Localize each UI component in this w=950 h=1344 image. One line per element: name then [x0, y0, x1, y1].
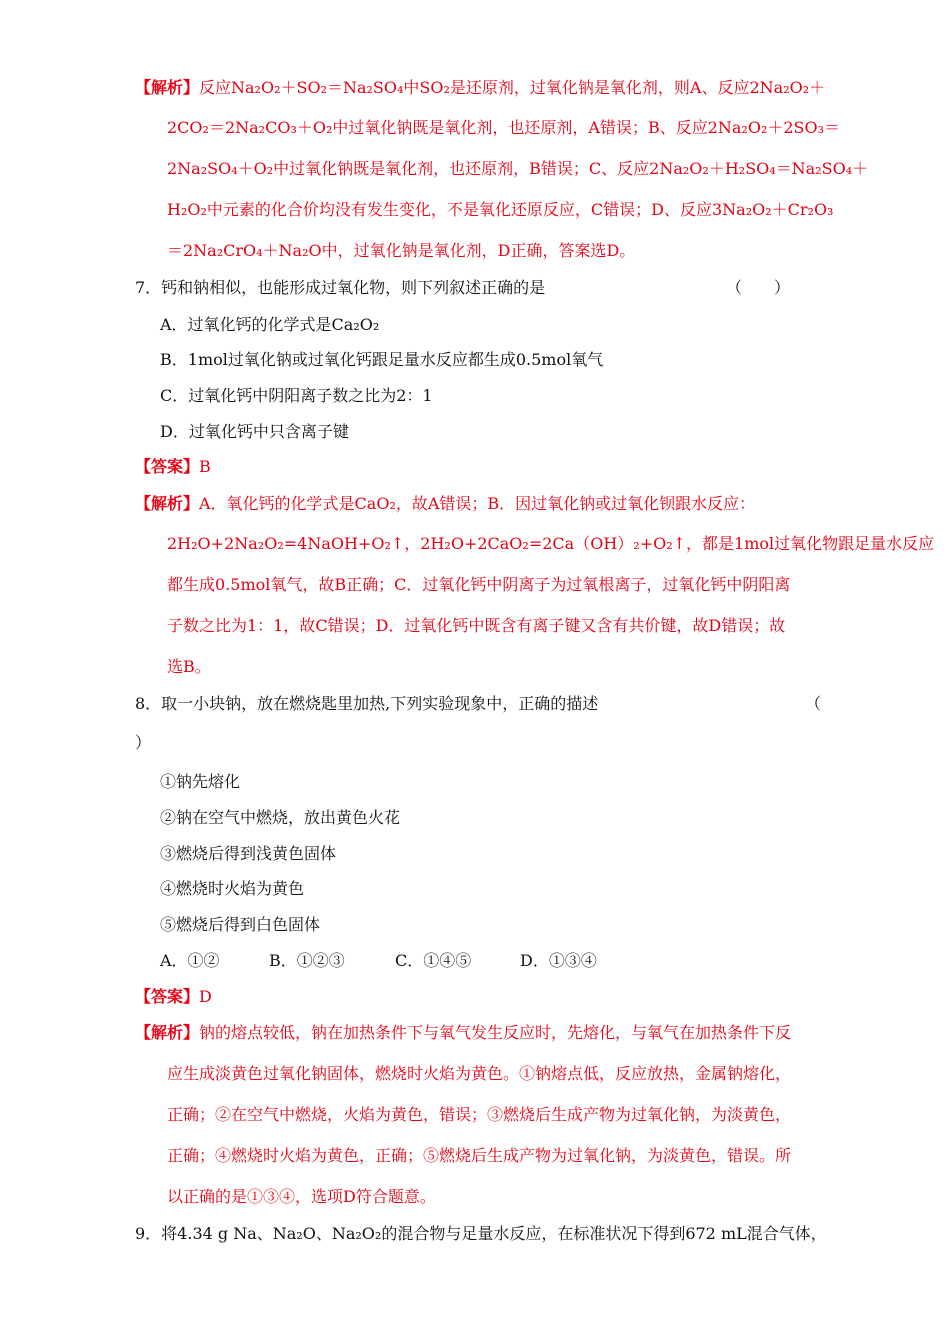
- explanation-line: 2H₂O+2Na₂O₂=4NaOH+O₂↑，2H₂O+2CaO₂=2Ca（OH）₂+O₂↑，都是1mol过氧化物跟足量水反应: [167, 534, 935, 553]
- explanation-line: A．氧化钙的化学式是CaO₂，故A错误；B．因过氧化钠或过氧化钡跟水反应：: [199, 494, 756, 513]
- explanation-line: 正确；④燃烧时火焰为黄色，正确；⑤燃烧后生成产物为过氧化钠，为淡黄色，错误。所: [167, 1146, 792, 1165]
- answer-blank-open: （: [805, 694, 822, 713]
- answer-value: B: [199, 457, 211, 476]
- statement-item: ②钠在空气中燃烧，放出黄色火花: [160, 808, 401, 827]
- answer-tag: 【答案】: [135, 987, 200, 1006]
- explanation-tag: 【解析】: [135, 78, 200, 97]
- statement-item: ④燃烧时火焰为黄色: [160, 879, 305, 898]
- explanation-line: 钠的熔点较低，钠在加热条件下与氧气发生反应时，先熔化，与氧气在加热条件下反: [199, 1023, 792, 1042]
- statement-item: ⑤燃烧后得到白色固体: [160, 915, 321, 934]
- explanation-line: 子数之比为1：1，故C错误；D．过氧化钙中既含有离子键又含有共价键，故D错误；故: [167, 616, 786, 635]
- option-c: C．过氧化钙中阴阳离子数之比为2：1: [160, 386, 433, 405]
- choice-a: A．①②: [160, 951, 220, 970]
- explanation-line: 应生成淡黄色过氧化钠固体，燃烧时火焰为黄色。①钠熔点低，反应放热，金属钠熔化，: [167, 1064, 792, 1083]
- option-d: D．过氧化钙中只含离子键: [160, 422, 349, 441]
- statement-item: ③燃烧后得到浅黄色固体: [160, 844, 337, 863]
- answer-value: D: [199, 987, 212, 1006]
- question-stem: 8．取一小块钠，放在燃烧匙里加热,下列实验现象中，正确的描述: [135, 694, 599, 713]
- statement-item: ①钠先熔化: [160, 772, 241, 791]
- explanation-line: 正确；②在空气中燃烧，火焰为黄色，错误；③燃烧后生成产物为过氧化钠，为淡黄色，: [167, 1105, 792, 1124]
- explanation-tag: 【解析】: [135, 494, 200, 513]
- explanation-line: 2Na₂SO₄＋O₂中过氧化钠既是氧化剂，也还原剂，B错误；C、反应2Na₂O₂＋H₂SO₄＝Na₂SO₄＋: [167, 159, 869, 178]
- explanation-line: 都生成0.5mol氧气，故B正确；C．过氧化钙中阴离子为过氧根离子，过氧化钙中阴阳离: [167, 575, 791, 594]
- option-a: A．过氧化钙的化学式是Ca₂O₂: [160, 315, 380, 334]
- question-stem: 7．钙和钠相似，也能形成过氧化物，则下列叙述正确的是: [135, 278, 546, 297]
- answer-tag: 【答案】: [135, 457, 200, 476]
- explanation-line: ＝2Na₂CrO₄＋Na₂O中，过氧化钠是氧化剂，D正确，答案选D。: [167, 241, 636, 260]
- explanation-tag: 【解析】: [135, 1023, 200, 1042]
- answer-blank: （ ）: [726, 278, 791, 297]
- explanation-line: 2CO₂＝2Na₂CO₃＋O₂中过氧化钠既是氧化剂，也还原剂，A错误；B、反应2Na₂O₂＋2SO₃＝: [167, 118, 841, 137]
- choice-d: D．①③④: [520, 951, 597, 970]
- explanation-line: 反应Na₂O₂＋SO₂＝Na₂SO₄中SO₂是还原剂，过氧化钠是氧化剂，则A、反应2Na₂O₂＋: [199, 78, 826, 97]
- explanation-line: 以正确的是①③④，选项D符合题意。: [167, 1187, 436, 1206]
- explanation-line: 选B。: [167, 657, 211, 676]
- explanation-line: H₂O₂中元素的化合价均没有发生变化，不是氧化还原反应，C错误；D、反应3Na₂O₂＋Cr₂O₃: [167, 200, 834, 219]
- question-stem: 9．将4.34 g Na、Na₂O、Na₂O₂的混合物与足量水反应，在标准状况下得到672 mL混合气体，: [135, 1224, 827, 1243]
- option-b: B．1mol过氧化钠或过氧化钙跟足量水反应都生成0.5mol氧气: [160, 350, 604, 369]
- choice-b: B．①②③: [269, 951, 345, 970]
- choice-c: C．①④⑤: [395, 951, 472, 970]
- answer-blank-close: ）: [135, 733, 152, 752]
